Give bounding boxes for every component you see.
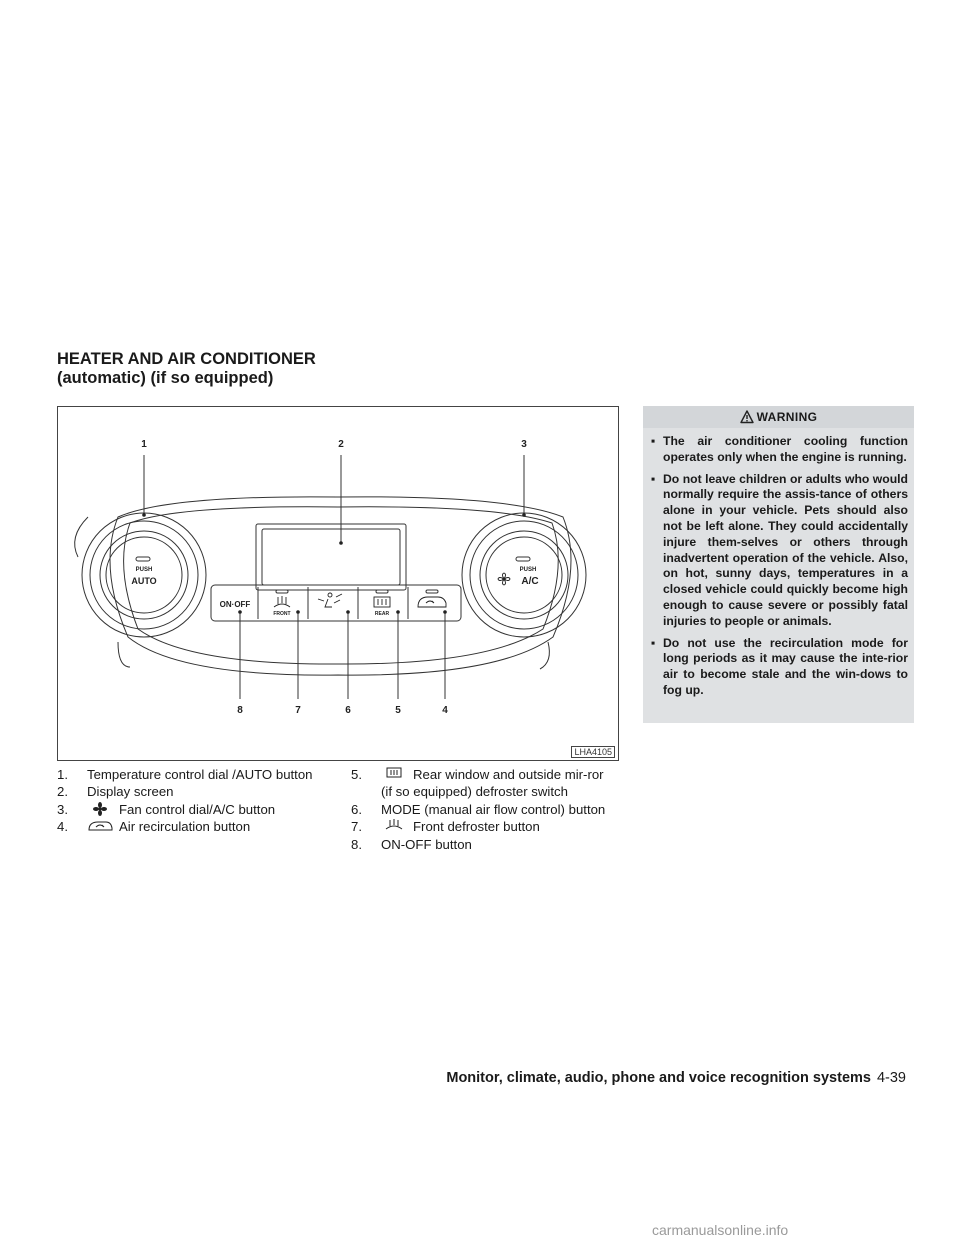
legend-num: 8. (351, 836, 362, 852)
legend-item (351, 801, 613, 818)
mode-icon (318, 593, 342, 607)
legend-text: Fan control dial/A/C button (119, 801, 276, 817)
heading-line-2: (automatic) (if so equipped) (57, 369, 274, 387)
legend-text: Front defroster button (413, 819, 540, 835)
auto-label: AUTO (131, 576, 157, 586)
watermark: carmanualsonline.info (652, 1222, 789, 1238)
legend-item (351, 836, 613, 853)
callout-4: 4 (442, 705, 448, 716)
callout-2: 2 (338, 439, 344, 450)
rear-label: REAR (374, 611, 390, 617)
section-heading (57, 350, 316, 388)
legend-num: 1. (57, 767, 68, 782)
warning-list (643, 428, 914, 699)
legend-left (57, 766, 317, 836)
legend-num: 2. (57, 784, 68, 800)
legend-item (57, 783, 317, 800)
push-label-right: PUSH (519, 567, 537, 573)
page-footer (446, 1070, 906, 1086)
callout-8: 8 (237, 705, 243, 716)
callout-3: 3 (521, 439, 527, 450)
warning-item-text: Do not use the recirculation mode for long periods as it may cause the inte-rior air to become stale and the win-dows to fog up. (663, 635, 908, 697)
legend-item (351, 818, 613, 835)
callout-1: 1 (141, 439, 147, 450)
warning-title-text: WARNING (756, 410, 818, 424)
climate-control-figure (57, 406, 619, 761)
legend-text: Air recirculation button (119, 819, 251, 835)
legend-text: Display screen (87, 784, 174, 800)
legend-num: 7. (351, 819, 362, 835)
warning-item: ▪ Do not use the recirculation mode for long periods as it may cause the inte-rior air to become stale and the win-dows to fog up. (651, 635, 908, 697)
legend-num: 5. (351, 767, 362, 782)
legend-text: Temperature control dial /AUTO button (87, 767, 313, 782)
callout-6: 6 (345, 705, 351, 716)
ac-label: A/C (521, 576, 539, 587)
warning-item-text: Do not leave children or adults who would normally require the assis-tance of others alone in your vehicle. Pets should also not be left alone. They could accidentally injure them-selves or others through inadvertent operation of the vehicle. Also, on hot, sunny days, temperatures in a closed vehicle could quickly become high enough to cause severe or possibly fatal injuries to people or animals. (663, 471, 908, 628)
legend-item (351, 766, 613, 801)
front-defroster-icon (381, 819, 407, 833)
push-label-left: PUSH (135, 567, 153, 573)
front-label: FRONT (273, 611, 291, 617)
recirculation-icon (418, 597, 446, 607)
callout-7: 7 (295, 705, 301, 716)
fan-icon (87, 802, 113, 816)
warning-item-text: The air conditioner cooling function operates only when the engine is running. (663, 434, 908, 464)
legend-num: 6. (351, 801, 362, 817)
rear-defroster-icon (374, 597, 390, 607)
warning-title (643, 406, 914, 428)
on-off-label: ON·OFF (219, 600, 251, 609)
heading-line-1: HEATER AND AIR CONDITIONER (57, 350, 316, 368)
recirculation-icon (87, 819, 113, 833)
legend-num: 3. (57, 801, 68, 817)
warning-triangle-icon (740, 410, 754, 424)
fan-icon (498, 573, 510, 585)
legend-text: MODE (manual air flow control) button (381, 801, 606, 817)
front-defroster-icon (274, 596, 290, 607)
figure-code: LHA4105 (571, 746, 615, 758)
legend-text: Rear window and outside mir-ror (if so equipped) defroster switch (381, 767, 604, 800)
legend-item (57, 766, 317, 783)
legend-text: ON-OFF button (381, 836, 472, 852)
legend-item (57, 801, 317, 818)
legend-right (351, 766, 613, 853)
warning-box (643, 406, 914, 723)
footer-section-title: Monitor, climate, audio, phone and voice recognition systems (446, 1070, 871, 1086)
legend-item (57, 818, 317, 835)
callout-5: 5 (395, 705, 401, 716)
legend-num: 4. (57, 819, 68, 835)
page-number: 4-39 (876, 1070, 906, 1086)
climate-panel-illustration (58, 407, 618, 760)
warning-item: ▪ Do not leave children or adults who would normally require the assis-tance of others alone in your vehicle. Pets should also not be left alone. They could accidentally injure them-selves or others through inadvertent operation of the vehicle. Also, on hot, sunny days, temperatures in a closed vehicle could quickly become high enough to cause severe or possibly fatal injuries to people or animals. (651, 471, 908, 628)
rear-defroster-icon (381, 767, 407, 781)
warning-item: ▪ The air conditioner cooling function operates only when the engine is running. (651, 434, 908, 464)
